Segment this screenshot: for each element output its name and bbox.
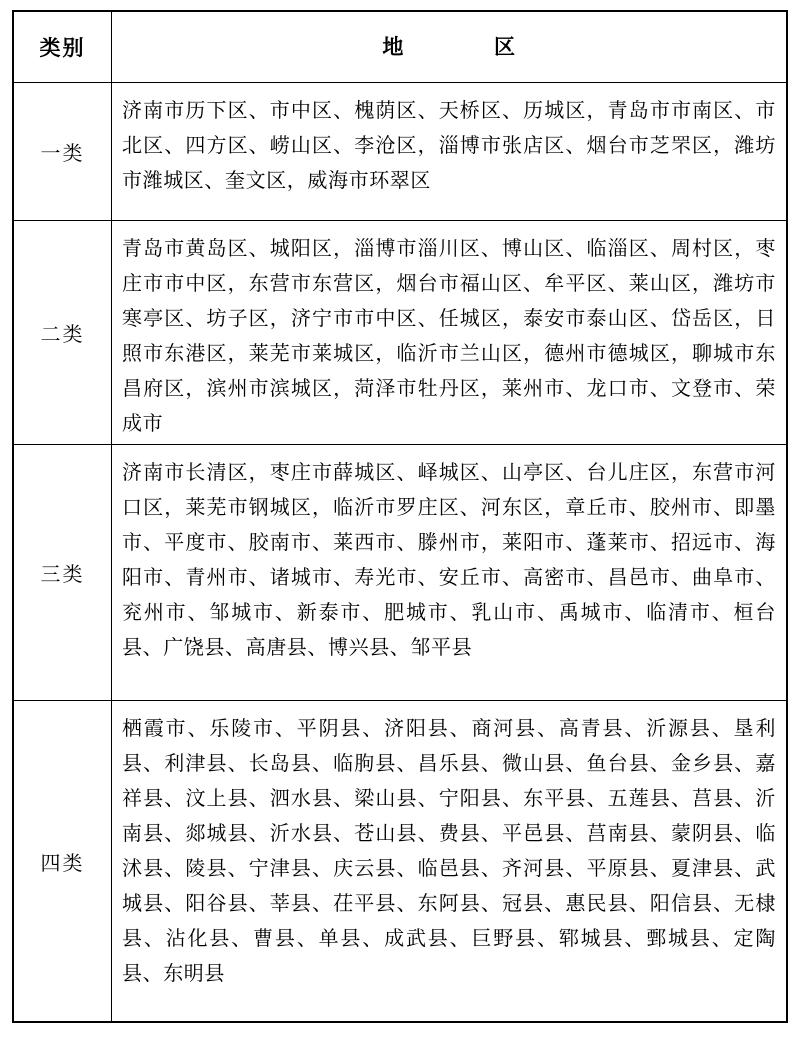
table-row bbox=[14, 444, 786, 700]
header-row bbox=[14, 12, 786, 82]
region-header bbox=[112, 12, 786, 82]
region-header-char-2: 区 bbox=[494, 34, 516, 59]
table-row bbox=[14, 700, 786, 1021]
table-row bbox=[14, 220, 786, 444]
category-cell: 一类 bbox=[14, 83, 112, 220]
region-cell: 栖霞市、乐陵市、平阴县、济阳县、商河县、高青县、沂源县、垦利县、利津县、长岛县、临朐县、昌乐县、微山县、鱼台县、金乡县、嘉祥县、汶上县、泗水县、梁山县、宁阳县、东平县、五莲县、莒县、沂南县、郯城县、沂水县、苍山县、费县、平邑县、莒南县、蒙阴县、临沭县、陵县、宁津县、庆云县、临邑县、齐河县、平原县、夏津县、武城县、阳谷县、莘县、茌平县、东阿县、冠县、惠民县、阳信县、无棣县、沾化县、曹县、单县、成武县、巨野县、郓城县、鄄城县、定陶县、东明县 bbox=[122, 716, 776, 985]
region-cell: 济南市历下区、市中区、槐荫区、天桥区、历城区，青岛市市南区、市北区、四方区、崂山区、李沧区，淄博市张店区、烟台市芝罘区，潍坊市潍城区、奎文区，威海市环翠区 bbox=[122, 98, 776, 192]
region-cell: 青岛市黄岛区、城阳区，淄博市淄川区、博山区、临淄区、周村区，枣庄市市中区，东营市东营区，烟台市福山区、牟平区、莱山区，潍坊市寒亭区、坊子区，济宁市市中区、任城区，泰安市泰山区、岱岳区，日照市东港区，莱芜市莱城区，临沂市兰山区，德州市德城区，聊城市东昌府区，滨州市滨城区，菏泽市牡丹区，莱州市、龙口市、文登市、荣成市 bbox=[122, 236, 776, 435]
category-cell: 四类 bbox=[14, 701, 112, 1021]
category-cell: 三类 bbox=[14, 445, 112, 700]
category-header: 类别 bbox=[14, 12, 112, 82]
region-cell: 济南市长清区，枣庄市薛城区、峄城区、山亭区、台儿庄区，东营市河口区，莱芜市钢城区，临沂市罗庄区、河东区，章丘市、胶州市、即墨市、平度市、胶南市、莱西市、滕州市，莱阳市、蓬莱市、招远市、海阳市、青州市、诸城市、寿光市、安丘市、高密市、昌邑市、曲阜市、兖州市、邹城市、新泰市、肥城市、乳山市、禹城市、临清市、桓台县、广饶县、高唐县、博兴县、邹平县 bbox=[122, 460, 776, 659]
table-row bbox=[14, 82, 786, 220]
category-cell: 二类 bbox=[14, 221, 112, 444]
region-classification-table bbox=[12, 10, 788, 1023]
region-header-char-1: 地 bbox=[382, 34, 404, 59]
